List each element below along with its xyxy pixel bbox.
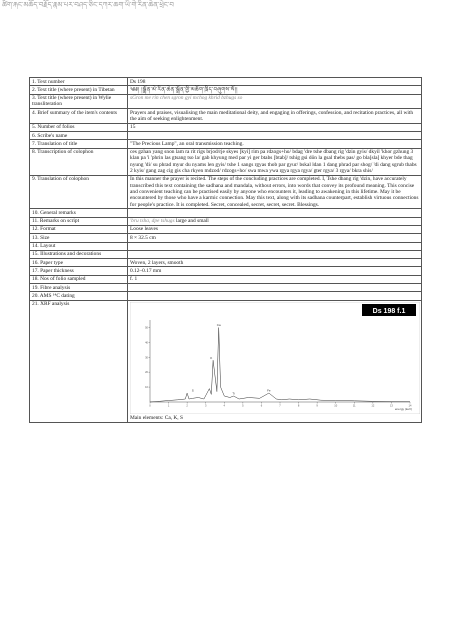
- table-row: [30, 217, 422, 225]
- peak-label: S: [191, 388, 194, 393]
- table-row: [30, 267, 422, 275]
- row-value: [128, 250, 422, 258]
- table-row: [30, 94, 422, 109]
- table-row: [30, 78, 422, 86]
- peak-label: Ti: [232, 391, 235, 396]
- row-label: 20. AMS ¹⁴C dating: [30, 292, 128, 300]
- top-border-strip: [0, 0, 452, 9]
- colophon-transcription: ces gzhan yang snon lam ra rit rigs brjod/rje skyes [kyi] rim pa rdzogs+ho/ bdag 'dre tshe dbang rig 'dzin gyis/ dkyil 'khor gzhung 3 klan pa 'i 'phrin las gtsang tso la/ gab khyung med par yi ger btabs [btab]/ tshig gsi dön la gsal thebs pas/ go bla[sla] khyer bde thag nyung 'di/ su phrad myur du nyams len gyis/ tshe 1 sangs rgyas thob par gyur/ bskal ldan 1 dang phrad par shog/ 'di dang sgrub thabs 2 kyis/ gang zag cig gis cha rkyen mdzod/ rdzogs+ho/ swa mwa ywa rgya rgya rgya/ gter rgya/ 3 rgya/ bkra shis/: [128, 148, 422, 175]
- table-row: [30, 123, 422, 131]
- table-row: [30, 140, 422, 148]
- row-value: [128, 242, 422, 250]
- peak-label: K: [210, 355, 213, 360]
- row-label: 16. Paper type: [30, 259, 128, 267]
- table-row: [30, 234, 422, 242]
- x-tick-label: 14: [408, 404, 412, 408]
- x-tick-label: 4: [223, 404, 226, 408]
- row-label: 2. Text title (where present) in Tibetan: [30, 86, 128, 94]
- row-value: [128, 217, 422, 225]
- row-value: "The Precious Lamp", an oral transmission teaching.: [128, 140, 422, 148]
- table-row: [30, 250, 422, 258]
- table-row: [30, 209, 422, 217]
- row-label: 17. Paper thickness: [30, 267, 128, 275]
- row-label: 18. Nos of folio sampled: [30, 275, 128, 283]
- row-value: [128, 132, 422, 140]
- xrf-badge: Ds 198 f.1: [372, 308, 406, 316]
- peak-label: Ca: [216, 323, 221, 328]
- xrf-spectrum: [130, 302, 420, 414]
- xrf-cell: [128, 300, 422, 422]
- catalogue-table: [29, 77, 422, 423]
- x-tick-label: 12: [371, 404, 375, 408]
- x-tick-label: 10: [334, 404, 338, 408]
- table-row: [30, 292, 422, 300]
- table-row: [30, 148, 422, 175]
- row-label: 7. Translation of title: [30, 140, 128, 148]
- row-label: 10. General remarks: [30, 209, 128, 217]
- x-tick-label: 5: [242, 404, 244, 408]
- table-row: [30, 175, 422, 208]
- table-row: [30, 109, 422, 124]
- x-tick-label: 1: [167, 404, 170, 408]
- row-value: f. 1: [128, 275, 422, 283]
- x-tick-label: 3: [204, 404, 207, 408]
- row-label: 19. Fibre analysis: [30, 284, 128, 292]
- header-glyph-row: ཚིག་རྐང་མཆོད་བརྗོད་རྣམ་པར་བཤད་ཅིང་དཀར་ཆག་ཡི་གེ་རིན་ཆེན་ཕྲེང་བ: [2, 1, 174, 9]
- row-value: 8 × 32.5 cm: [128, 234, 422, 242]
- x-axis-label: energy (keV): [394, 407, 412, 412]
- tibetan-title: ༄༅། །སྒྲོན་མེ་རིན་ཆེན་སྒྲོན་གྱི་མཆོག་ཁྲིད་བཞུགས་སོ།།: [128, 86, 422, 94]
- table-row: [30, 132, 422, 140]
- row-value: Ds 198: [128, 78, 422, 86]
- x-tick-label: 13: [389, 404, 393, 408]
- x-tick-label: 8: [297, 404, 300, 408]
- y-tick-label: 50: [145, 326, 148, 330]
- chart-frame: [130, 302, 420, 414]
- table-row: [30, 86, 422, 94]
- row-label: 6. Scribe's name: [30, 132, 128, 140]
- xrf-chart: [130, 302, 420, 414]
- table-row: [30, 259, 422, 267]
- row-label: 11. Remarks on script: [30, 217, 128, 225]
- table-row: [30, 225, 422, 233]
- row-value: Woven, 2 layers, smooth: [128, 259, 422, 267]
- row-value: [128, 284, 422, 292]
- row-label: 5. Number of folios: [30, 123, 128, 131]
- row-label: 8. Transcription of colophon: [30, 148, 128, 175]
- row-value: [128, 292, 422, 300]
- colophon-translation: In this manner the prayer is recited. The steps of the concluding practices are completed. I, Tshe dbang rig 'dzin, have accurately transcribed this text containing the sadhana and mandala, without errors, into words that convey its profound meaning. This concise and convenient teaching can be practised easily by anyone who encounters it, leading to awakening in this lifetime. May it be encountered by those who have a karmic connection. May this text, along with its sadhana counterpart, establish virtuous connections for people's practice. It is completed. Secret, concealed, secret, secret, secret. Blessings.: [128, 175, 422, 208]
- script-term: 'bru tsha, dpe tshugs: [130, 218, 175, 225]
- row-label: 12. Format: [30, 225, 128, 233]
- x-tick-label: 2: [186, 404, 188, 408]
- row-value: Prayers and praises, visualising the main meditational deity, and engaging in offerings, confession, and recitation practices, all with the aim of seeking enlightenment.: [128, 109, 422, 124]
- x-tick-label: 6: [260, 404, 263, 408]
- table-row: [30, 300, 422, 422]
- wylie-title: sGron me rin chen sgron gyi mchog khrid bzhugs so: [128, 94, 422, 109]
- row-label: 1. Text number: [30, 78, 128, 86]
- y-tick-label: 30: [145, 356, 148, 360]
- row-label: 21. XRF analysis: [30, 300, 128, 422]
- row-label: 4. Brief summary of the item's contents: [30, 109, 128, 124]
- row-value: 15: [128, 123, 422, 131]
- table-row: [30, 284, 422, 292]
- y-tick-label: 40: [145, 341, 148, 345]
- table-row: [30, 275, 422, 283]
- row-label: 15. Illustrations and decorations: [30, 250, 128, 258]
- table-row: [30, 242, 422, 250]
- row-value: [128, 209, 422, 217]
- script-remark: large and small: [174, 218, 209, 225]
- row-value: Loose leaves: [128, 225, 422, 233]
- row-label: 9. Translation of colophon: [30, 175, 128, 208]
- y-tick-label: 20: [145, 371, 148, 375]
- row-label: 14. Layout: [30, 242, 128, 250]
- x-tick-label: 9: [316, 404, 318, 408]
- row-label: 3. Text title (where present) in Wylie transliteration: [30, 94, 128, 109]
- row-value: 0.12–0.17 mm: [128, 267, 422, 275]
- main-elements: Main elements: Ca, K, S: [130, 415, 184, 422]
- x-tick-label: 11: [352, 404, 356, 408]
- x-tick-label: 0: [149, 404, 151, 408]
- peak-label: Fe: [267, 388, 271, 393]
- row-label: 13. Size: [30, 234, 128, 242]
- x-tick-label: 7: [279, 404, 281, 408]
- y-tick-label: 10: [145, 386, 148, 390]
